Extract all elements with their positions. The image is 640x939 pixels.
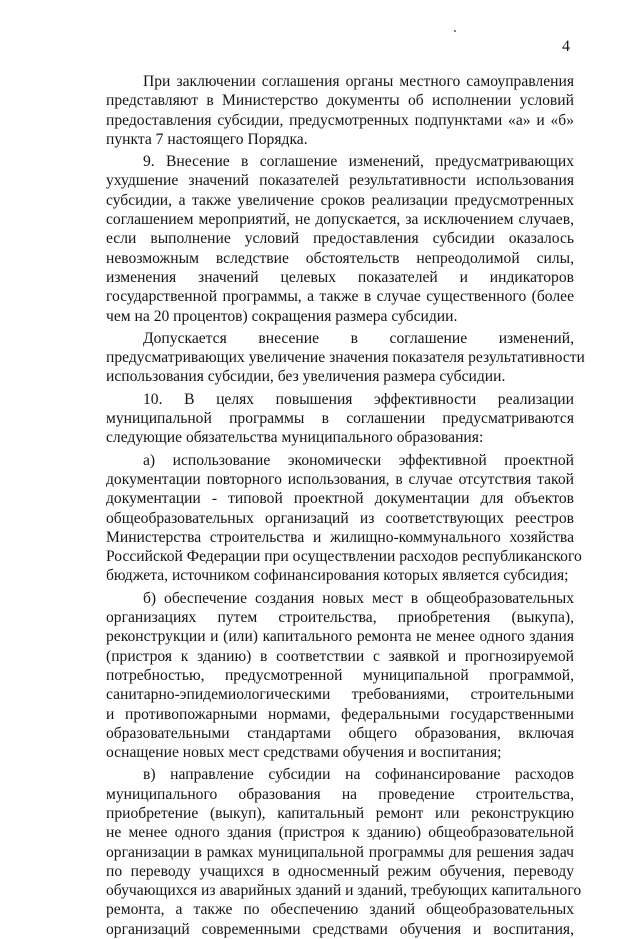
paragraph-p4 [106,390,574,448]
text-line: использования субсидии, без увеличения размера субсидии. [106,368,506,386]
text-line: муниципального образования на проведение строительства, [106,785,574,803]
text-line: следующие обязательства муниципального образования: [106,429,484,447]
document-body [106,72,585,939]
text-line: чем на 20 процентов) сокращения размера субсидии. [106,307,458,325]
page-number: 4 [562,38,570,55]
text-line: субсидии, а также увеличение сроков реализации предусмотренных [106,191,574,209]
text-line: потребностью, предусмотренной муниципальной программой, [106,666,574,684]
text-line: ухудшение значений показателей результативности использования [106,172,574,190]
scan-speck [454,30,456,32]
text-line: общеобразовательных организаций из соответствующих реестров [106,509,574,527]
text-line: организаций современными средствами обучения и воспитания, [106,920,574,938]
text-line: организациях путем строительства, приобретения (выкупа), [106,609,574,627]
text-line: пункта 7 настоящего Порядка. [106,130,308,148]
paragraph-p6 [106,589,574,763]
text-line: не менее одного здания (пристроя к зданию) общеобразовательной [106,824,574,842]
text-line: невозможным вследствие обстоятельств непреодолимой силы, [106,249,574,267]
text-line: а) использование экономически эффективной проектной [143,451,574,469]
text-line: государственной программы, а также в случае существенного (более [106,288,574,306]
text-line: бюджета, источником софинансирования которых является субсидия; [106,567,569,585]
text-line: предусматривающих увеличение значения показателя результативности [106,349,585,367]
text-line: в) направление субсидии на софинансирование расходов [143,766,574,784]
paragraph-p5 [106,451,582,586]
text-line: Министерства строительства и жилищно-коммунального хозяйства [106,528,574,546]
text-line: документации - типовой проектной документации для объектов [106,490,574,508]
text-line: ремонта, а также по обеспечению зданий общеобразовательных [106,901,574,919]
text-line: реконструкции и (или) капитального ремонта не менее одного здания [106,628,574,646]
text-line: 10. В целях повышения эффективности реализации [143,390,574,408]
text-line: организации в рамках муниципальной программы для решения задач [106,843,574,861]
paragraph-p1 [106,72,574,149]
paragraph-p7 [106,765,582,939]
text-line: оснащение новых мест средствами обучения и воспитания; [106,744,502,762]
text-line: (пристроя к зданию) в соответствии с заявкой и прогнозируемой [106,647,574,665]
text-line: муниципальной программы в соглашении предусматриваются [106,410,574,428]
text-line: Допускается внесение в соглашение изменений, [143,329,574,347]
text-line: соглашением мероприятий, не допускается, за исключением случаев, [106,211,574,229]
text-line: изменения значений целевых показателей и индикаторов [106,268,574,286]
text-line: санитарно-эпидемиологическими требованиями, строительными [106,686,574,704]
paragraph-p3 [106,329,585,387]
text-line: предоставления субсидии, предусмотренных подпунктами «а» и «б» [106,111,574,129]
text-line: Российской Федерации при осуществлении расходов республиканского [106,548,582,566]
text-line: б) обеспечение создания новых мест в общеобразовательных [143,589,574,607]
text-line: по переводу учащихся в односменный режим обучения, переводу [106,862,574,880]
text-line: При заключении соглашения органы местного самоуправления [143,73,574,90]
paragraph-p2 [106,152,574,326]
text-line: 9. Внесение в соглашение изменений, предусматривающих [143,153,574,171]
text-line: документации повторного использования, в случае отсутствия такой [106,470,574,488]
text-line: и противопожарными нормами, федеральными государственными [106,705,574,723]
text-line: приобретение (выкуп), капитальный ремонт или реконструкцию [106,804,574,822]
text-line: представляют в Министерство документы об исполнении условий [106,92,574,110]
text-line: обучающихся из аварийных зданий и зданий, требующих капитального [106,882,582,900]
text-line: образовательными стандартами общего образования, включая [106,724,574,742]
text-line: если выполнение условий предоставления субсидии оказалось [106,230,574,248]
